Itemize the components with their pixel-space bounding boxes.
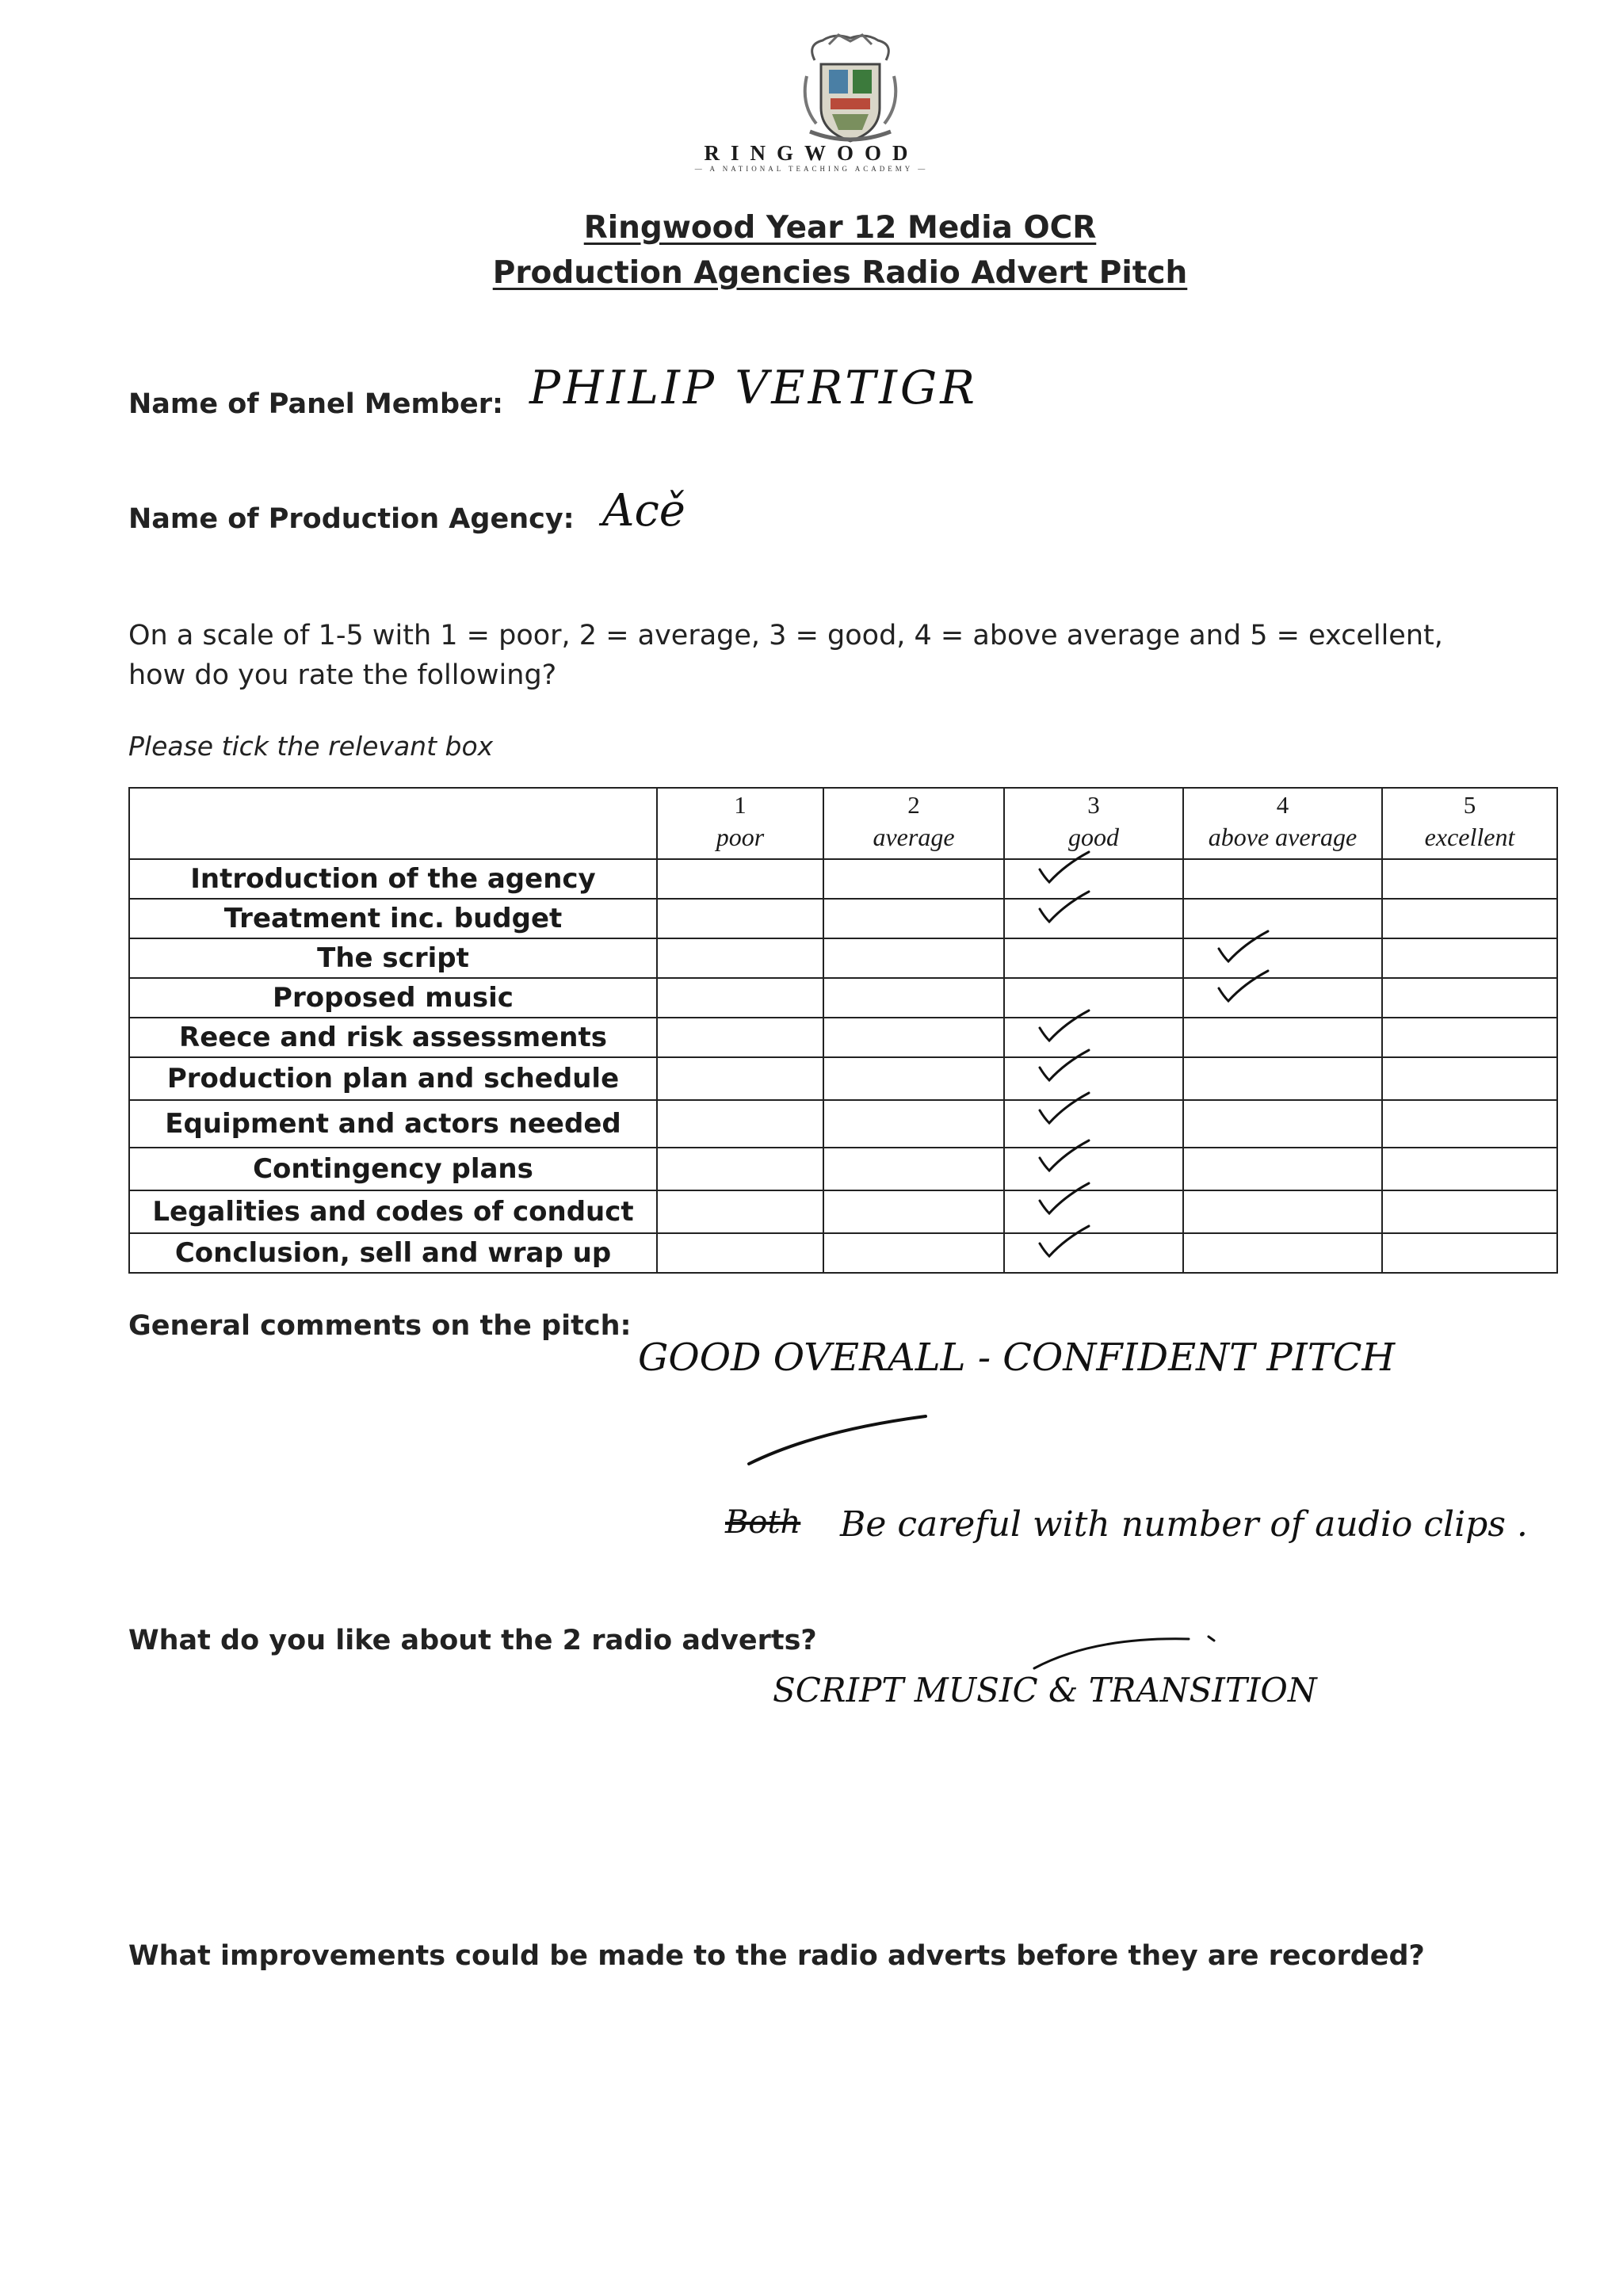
rating-cell-3[interactable] bbox=[1004, 1057, 1183, 1100]
rating-cell-1[interactable] bbox=[657, 1233, 823, 1273]
rating-cell-4[interactable] bbox=[1183, 1233, 1382, 1273]
tick-mark-icon bbox=[1037, 849, 1092, 885]
general-comments-label: General comments on the pitch: bbox=[128, 1310, 632, 1342]
rating-cell-4[interactable] bbox=[1183, 1148, 1382, 1190]
rating-cell-3[interactable] bbox=[1004, 859, 1183, 899]
school-crest-logo bbox=[799, 29, 902, 147]
rating-cell-3[interactable] bbox=[1004, 1018, 1183, 1057]
rating-cell-4[interactable] bbox=[1183, 1100, 1382, 1148]
rating-cell-4[interactable] bbox=[1183, 938, 1382, 978]
rating-cell-2[interactable] bbox=[823, 978, 1004, 1018]
tick-mark-icon bbox=[1216, 928, 1271, 965]
rating-cell-4[interactable] bbox=[1183, 1190, 1382, 1233]
table-row bbox=[129, 1148, 1557, 1190]
rating-cell-2[interactable] bbox=[823, 1018, 1004, 1057]
document-title: Ringwood Year 12 Media OCR bbox=[583, 210, 1097, 246]
column-header-1: 1 poor bbox=[657, 788, 823, 859]
tick-mark-icon bbox=[1037, 1090, 1092, 1126]
panel-member-handwritten-name: PHILIP VERTIGR bbox=[529, 361, 978, 415]
rating-cell-4[interactable] bbox=[1183, 978, 1382, 1018]
rating-cell-5[interactable] bbox=[1382, 1057, 1557, 1100]
rating-cell-1[interactable] bbox=[657, 899, 823, 938]
column-header-2: 2 average bbox=[823, 788, 1004, 859]
rating-cell-2[interactable] bbox=[823, 1148, 1004, 1190]
criterion-label: Legalities and codes of conduct bbox=[129, 1190, 657, 1233]
rating-cell-4[interactable] bbox=[1183, 1057, 1382, 1100]
column-header-3: 3 good bbox=[1004, 788, 1183, 859]
school-subtitle: — A NATIONAL TEACHING ACADEMY — bbox=[694, 165, 929, 173]
agency-handwritten-name: Acě bbox=[602, 485, 685, 537]
general-comments-answer-line1: GOOD OVERALL - CONFIDENT PITCH bbox=[638, 1335, 1396, 1380]
scale-text-line2: how do you rate the following? bbox=[128, 659, 557, 691]
rating-cell-2[interactable] bbox=[823, 899, 1004, 938]
struck-out-word: Both bbox=[725, 1504, 801, 1541]
rating-table bbox=[128, 787, 1558, 1274]
likes-question-label: What do you like about the 2 radio adverts? bbox=[128, 1625, 817, 1656]
rating-cell-1[interactable] bbox=[657, 978, 823, 1018]
rating-cell-3[interactable] bbox=[1004, 899, 1183, 938]
rating-cell-1[interactable] bbox=[657, 859, 823, 899]
rating-cell-2[interactable] bbox=[823, 1057, 1004, 1100]
criterion-label: Conclusion, sell and wrap up bbox=[129, 1233, 657, 1273]
rating-cell-1[interactable] bbox=[657, 1190, 823, 1233]
table-row bbox=[129, 1233, 1557, 1273]
table-header-row bbox=[129, 788, 1557, 859]
rating-cell-5[interactable] bbox=[1382, 1100, 1557, 1148]
handwritten-stroke bbox=[745, 1407, 935, 1470]
rating-cell-5[interactable] bbox=[1382, 1190, 1557, 1233]
rating-cell-2[interactable] bbox=[823, 1233, 1004, 1273]
document-subtitle: Production Agencies Radio Advert Pitch bbox=[492, 255, 1188, 291]
rating-cell-3[interactable] bbox=[1004, 1100, 1183, 1148]
rating-cell-2[interactable] bbox=[823, 1100, 1004, 1148]
table-row bbox=[129, 899, 1557, 938]
table-row bbox=[129, 1190, 1557, 1233]
criterion-label: Proposed music bbox=[129, 978, 657, 1018]
rating-cell-5[interactable] bbox=[1382, 1148, 1557, 1190]
table-row bbox=[129, 1057, 1557, 1100]
table-row bbox=[129, 938, 1557, 978]
rating-cell-2[interactable] bbox=[823, 859, 1004, 899]
rating-cell-5[interactable] bbox=[1382, 1018, 1557, 1057]
tick-mark-icon bbox=[1037, 888, 1092, 925]
table-row bbox=[129, 859, 1557, 899]
rating-cell-5[interactable] bbox=[1382, 1233, 1557, 1273]
likes-answer: SCRIPT MUSIC & TRANSITION bbox=[773, 1671, 1317, 1710]
table-row bbox=[129, 978, 1557, 1018]
criteria-header-blank bbox=[129, 788, 657, 859]
agency-label: Name of Production Agency: bbox=[128, 503, 575, 535]
rating-cell-5[interactable] bbox=[1382, 978, 1557, 1018]
criterion-label: The script bbox=[129, 938, 657, 978]
rating-cell-4[interactable] bbox=[1183, 1018, 1382, 1057]
rating-cell-3[interactable] bbox=[1004, 1148, 1183, 1190]
rating-cell-1[interactable] bbox=[657, 1018, 823, 1057]
rating-scale-instructions bbox=[128, 616, 1443, 695]
rating-cell-5[interactable] bbox=[1382, 859, 1557, 899]
tick-mark-icon bbox=[1037, 1137, 1092, 1174]
rating-cell-4[interactable] bbox=[1183, 899, 1382, 938]
rating-cell-2[interactable] bbox=[823, 938, 1004, 978]
criterion-label: Introduction of the agency bbox=[129, 859, 657, 899]
improvements-question-label: What improvements could be made to the radio adverts before they are recorded? bbox=[128, 1940, 1425, 1972]
handwritten-caret-stroke bbox=[1030, 1633, 1220, 1672]
table-row bbox=[129, 1100, 1557, 1148]
rating-cell-3[interactable] bbox=[1004, 978, 1183, 1018]
school-name: RINGWOOD bbox=[704, 141, 919, 165]
criterion-label: Contingency plans bbox=[129, 1148, 657, 1190]
rating-cell-4[interactable] bbox=[1183, 859, 1382, 899]
tick-instruction: Please tick the relevant box bbox=[128, 731, 494, 762]
criterion-label: Production plan and schedule bbox=[129, 1057, 657, 1100]
rating-cell-3[interactable] bbox=[1004, 1233, 1183, 1273]
rating-cell-3[interactable] bbox=[1004, 1190, 1183, 1233]
column-header-5: 5 excellent bbox=[1382, 788, 1557, 859]
rating-cell-1[interactable] bbox=[657, 1100, 823, 1148]
panel-member-label: Name of Panel Member: bbox=[128, 388, 504, 420]
tick-mark-icon bbox=[1037, 1223, 1092, 1259]
rating-cell-2[interactable] bbox=[823, 1190, 1004, 1233]
tick-mark-icon bbox=[1037, 1007, 1092, 1044]
rating-cell-1[interactable] bbox=[657, 938, 823, 978]
rating-cell-1[interactable] bbox=[657, 1148, 823, 1190]
scale-text-line1: On a scale of 1-5 with 1 = poor, 2 = average, 3 = good, 4 = above average and 5 = excellent, bbox=[128, 620, 1443, 651]
table-row bbox=[129, 1018, 1557, 1057]
rating-cell-1[interactable] bbox=[657, 1057, 823, 1100]
column-header-4: 4 above average bbox=[1183, 788, 1382, 859]
criterion-label: Equipment and actors needed bbox=[129, 1100, 657, 1148]
rating-cell-5[interactable] bbox=[1382, 899, 1557, 938]
rating-cell-5[interactable] bbox=[1382, 938, 1557, 978]
rating-cell-3[interactable] bbox=[1004, 938, 1183, 978]
tick-mark-icon bbox=[1037, 1180, 1092, 1217]
tick-mark-icon bbox=[1216, 968, 1271, 1004]
criterion-label: Treatment inc. budget bbox=[129, 899, 657, 938]
general-comments-answer-line2: Be careful with number of audio clips . bbox=[840, 1504, 1528, 1545]
tick-mark-icon bbox=[1037, 1047, 1092, 1083]
criterion-label: Reece and risk assessments bbox=[129, 1018, 657, 1057]
